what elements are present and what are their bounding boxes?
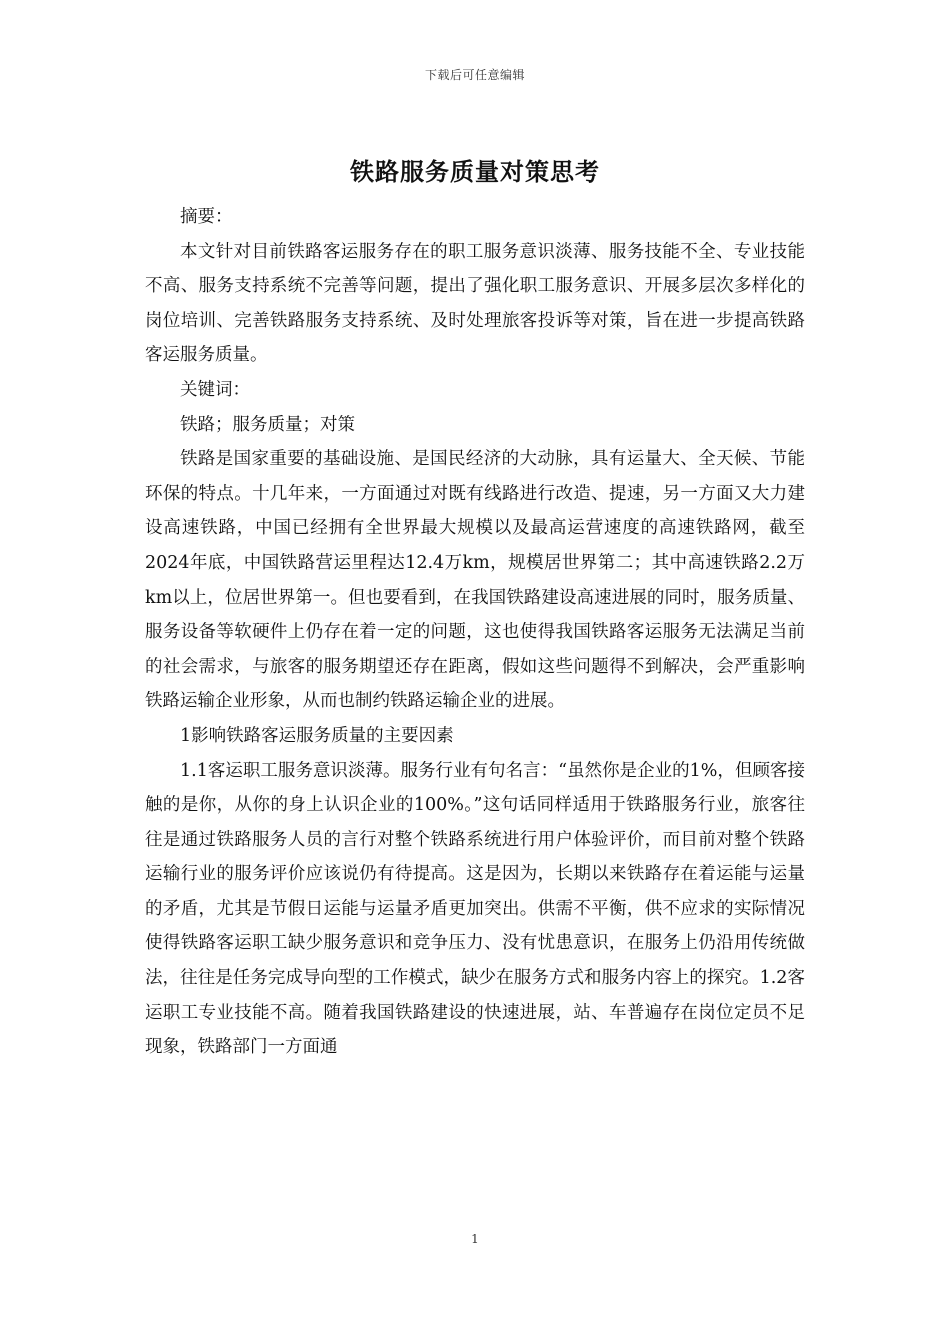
document-title: 铁路服务质量对策思考 [350,157,600,186]
section-paragraph: 1.1客运职工服务意识淡薄。服务行业有句名言：“虽然你是企业的1%，但顾客接触的是你，从你的身上认识企业的100%。”这句话同样适用于铁路服务行业，旅客往往是通过铁路服务人员的言行对整个铁路系统进行用户体验评价，而目前对整个铁路运输行业的服务评价应该说仍有待提高。这是因为，长期以来铁路存在着运能与运量的矛盾，尤其是节假日运能与运量矛盾更加突出。供需不平衡，供不应求的实际情况使得铁路客运职工缺少服务意识和竞争压力、没有忧患意识，在服务上仍沿用传统做法，往往是任务完成导向型的工作模式，缺少在服务方式和服务内容上的探究。1.2客运职工专业技能不高。随着我国铁路建设的快速进展，站、车普遍存在岗位定员不足现象，铁路部门一方面通 [145,760,805,1058]
intro-paragraph: 铁路是国家重要的基础设施、是国民经济的大动脉，具有运量大、全天候、节能环保的特点。十几年来，一方面通过对既有线路进行改造、提速，另一方面又大力建设高速铁路，中国已经拥有全世界最大规模以及最高运营速度的高速铁路网，截至2024年底，中国铁路营运里程达12.4万km，规模居世界第二；其中高速铁路2.2万km以上，位居世界第一。但也要看到，在我国铁路建设高速进展的同时，服务质量、服务设备等软硬件上仍存在着一定的问题，这也使得我国铁路客运服务无法满足当前的社会需求，与旅客的服务期望还存在距离，假如这些问题得不到解决，会严重影响铁路运输企业形象，从而也制约铁路运输企业的进展。 [145,449,805,712]
abstract-heading: 摘要： [180,207,233,227]
section-heading: 1影响铁路客运服务质量的主要因素 [180,725,454,746]
keywords-paragraph: 铁路；服务质量；对策 [180,414,355,435]
header-note: 下载后可任意编辑 [424,68,525,82]
page-number: 1 [471,1232,479,1246]
keywords-heading: 关键词： [180,379,250,400]
abstract-paragraph: 本文针对目前铁路客运服务存在的职工服务意识淡薄、服务技能不全、专业技能不高、服务支持系统不完善等问题，提出了强化职工服务意识、开展多层次多样化的岗位培训、完善铁路服务支持系统、及时处理旅客投诉等对策，旨在进一步提高铁路客运服务质量。 [145,241,805,366]
document-body [145,200,805,1065]
